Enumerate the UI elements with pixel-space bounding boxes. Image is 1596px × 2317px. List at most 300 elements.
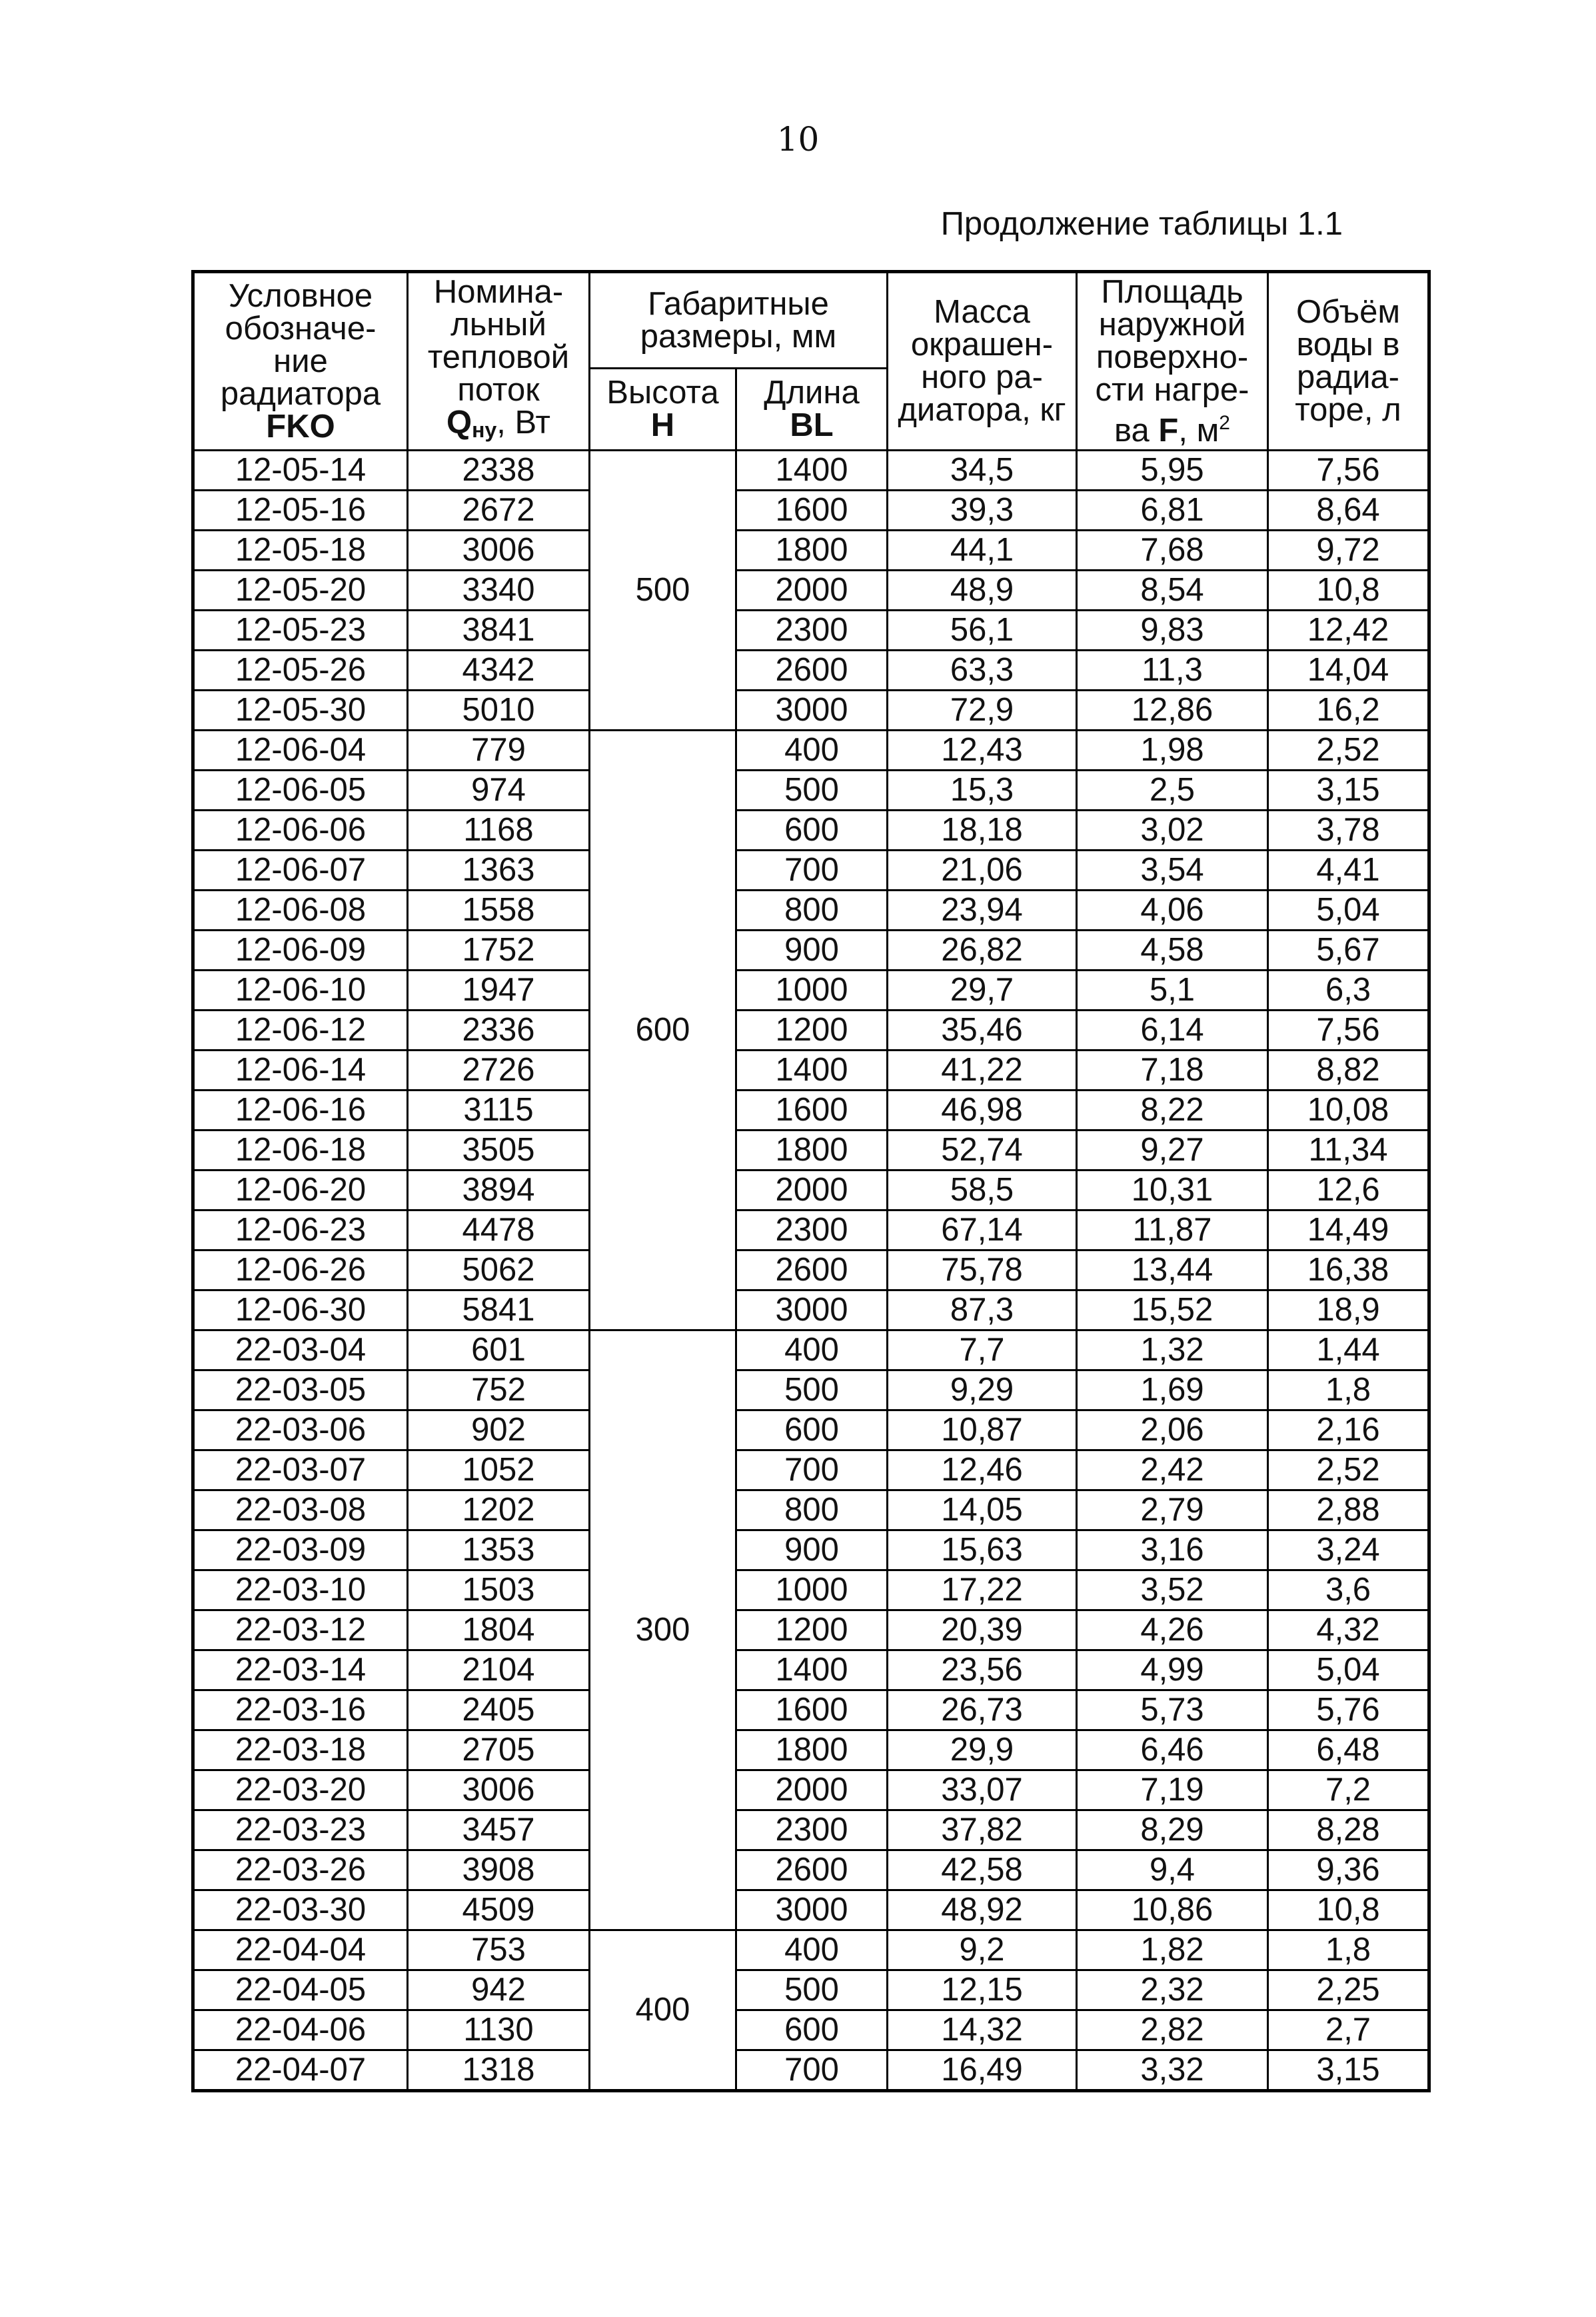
volume-cell: 3,78 — [1268, 811, 1429, 851]
area-cell: 1,82 — [1077, 1930, 1268, 1970]
mass-cell: 56,1 — [888, 611, 1077, 651]
table-row — [193, 1730, 1429, 1770]
volume-cell: 12,6 — [1268, 1170, 1429, 1210]
mass-cell: 26,82 — [888, 931, 1077, 971]
table-row — [193, 1970, 1429, 2010]
area-cell: 12,86 — [1077, 691, 1268, 731]
designation-cell: 22-03-12 — [193, 1610, 408, 1650]
table-row — [193, 691, 1429, 731]
volume-cell: 16,2 — [1268, 691, 1429, 731]
volume-cell: 2,16 — [1268, 1410, 1429, 1450]
volume-cell: 14,49 — [1268, 1210, 1429, 1250]
table-row — [193, 1890, 1429, 1930]
heat-flow-cell: 3006 — [408, 1770, 590, 1810]
length-cell: 500 — [736, 1970, 888, 2010]
heat-flow-cell: 4342 — [408, 651, 590, 691]
area-cell: 5,73 — [1077, 1690, 1268, 1730]
area-cell: 8,54 — [1077, 571, 1268, 611]
heat-flow-cell: 2405 — [408, 1690, 590, 1730]
table-row — [193, 1091, 1429, 1131]
designation-cell: 12-05-20 — [193, 571, 408, 611]
volume-cell: 4,41 — [1268, 851, 1429, 891]
table-row — [193, 1131, 1429, 1170]
length-cell: 600 — [736, 811, 888, 851]
length-cell: 900 — [736, 931, 888, 971]
designation-cell: 22-03-30 — [193, 1890, 408, 1930]
table-row — [193, 451, 1429, 491]
area-cell: 3,52 — [1077, 1570, 1268, 1610]
table-row — [193, 1210, 1429, 1250]
volume-cell: 1,44 — [1268, 1330, 1429, 1370]
volume-cell: 7,2 — [1268, 1770, 1429, 1810]
designation-cell: 22-03-09 — [193, 1530, 408, 1570]
heat-flow-cell: 1752 — [408, 931, 590, 971]
mass-cell: 9,29 — [888, 1370, 1077, 1410]
table-row — [193, 851, 1429, 891]
mass-cell: 12,46 — [888, 1450, 1077, 1490]
length-cell: 1800 — [736, 531, 888, 571]
heat-flow-cell: 1363 — [408, 851, 590, 891]
length-cell: 600 — [736, 2010, 888, 2050]
table-header — [193, 272, 1429, 451]
length-cell: 1400 — [736, 1051, 888, 1091]
mass-cell: 23,56 — [888, 1650, 1077, 1690]
area-cell: 9,4 — [1077, 1850, 1268, 1890]
mass-cell: 42,58 — [888, 1850, 1077, 1890]
length-cell: 1400 — [736, 1650, 888, 1690]
area-cell: 3,32 — [1077, 2050, 1268, 2091]
area-cell: 6,46 — [1077, 1730, 1268, 1770]
heat-flow-cell: 1168 — [408, 811, 590, 851]
designation-cell: 12-06-06 — [193, 811, 408, 851]
volume-cell: 8,64 — [1268, 491, 1429, 531]
area-cell: 3,54 — [1077, 851, 1268, 891]
mass-cell: 7,7 — [888, 1330, 1077, 1370]
heat-flow-cell: 752 — [408, 1370, 590, 1410]
length-cell: 400 — [736, 1330, 888, 1370]
designation-cell: 22-03-10 — [193, 1570, 408, 1610]
heat-flow-cell: 5062 — [408, 1250, 590, 1290]
mass-cell: 39,3 — [888, 491, 1077, 531]
header-heat-flow: Номина- льный тепловой поток Qну, Вт — [408, 272, 590, 451]
designation-cell: 22-03-18 — [193, 1730, 408, 1770]
table-row — [193, 1530, 1429, 1570]
volume-cell: 7,56 — [1268, 1011, 1429, 1051]
designation-cell: 12-05-16 — [193, 491, 408, 531]
heat-flow-cell: 2104 — [408, 1650, 590, 1690]
area-cell: 11,3 — [1077, 651, 1268, 691]
mass-cell: 35,46 — [888, 1011, 1077, 1051]
area-cell: 3,16 — [1077, 1530, 1268, 1570]
mass-cell: 72,9 — [888, 691, 1077, 731]
volume-cell: 8,28 — [1268, 1810, 1429, 1850]
heat-flow-cell: 2338 — [408, 451, 590, 491]
length-cell: 3000 — [736, 691, 888, 731]
area-cell: 1,32 — [1077, 1330, 1268, 1370]
designation-cell: 22-04-06 — [193, 2010, 408, 2050]
volume-cell: 2,7 — [1268, 2010, 1429, 2050]
area-cell: 7,18 — [1077, 1051, 1268, 1091]
mass-cell: 14,05 — [888, 1490, 1077, 1530]
header-water-volume: Объём воды в радиа- торе, л — [1268, 272, 1429, 451]
mass-cell: 21,06 — [888, 851, 1077, 891]
volume-cell: 1,8 — [1268, 1370, 1429, 1410]
designation-cell: 12-05-14 — [193, 451, 408, 491]
heat-flow-cell: 5010 — [408, 691, 590, 731]
volume-cell: 14,04 — [1268, 651, 1429, 691]
table-row — [193, 1570, 1429, 1610]
length-cell: 700 — [736, 851, 888, 891]
length-cell: 500 — [736, 771, 888, 811]
designation-cell: 12-06-09 — [193, 931, 408, 971]
heat-flow-cell: 1202 — [408, 1490, 590, 1530]
mass-cell: 48,92 — [888, 1890, 1077, 1930]
heat-flow-cell: 4478 — [408, 1210, 590, 1250]
designation-cell: 12-06-10 — [193, 971, 408, 1011]
heat-flow-cell: 2726 — [408, 1051, 590, 1091]
area-cell: 10,31 — [1077, 1170, 1268, 1210]
table-row — [193, 1610, 1429, 1650]
mass-cell: 48,9 — [888, 571, 1077, 611]
volume-cell: 10,8 — [1268, 571, 1429, 611]
designation-cell: 12-06-30 — [193, 1290, 408, 1330]
table-row — [193, 731, 1429, 771]
designation-cell: 12-06-05 — [193, 771, 408, 811]
length-cell: 800 — [736, 1490, 888, 1530]
designation-cell: 22-03-14 — [193, 1650, 408, 1690]
volume-cell: 11,34 — [1268, 1131, 1429, 1170]
mass-cell: 15,63 — [888, 1530, 1077, 1570]
designation-cell: 12-06-14 — [193, 1051, 408, 1091]
table-row — [193, 1930, 1429, 1970]
designation-cell: 22-03-23 — [193, 1810, 408, 1850]
area-cell: 2,79 — [1077, 1490, 1268, 1530]
length-cell: 800 — [736, 891, 888, 931]
area-cell: 2,82 — [1077, 2010, 1268, 2050]
area-cell: 1,98 — [1077, 731, 1268, 771]
volume-cell: 6,3 — [1268, 971, 1429, 1011]
table-row — [193, 771, 1429, 811]
area-cell: 4,99 — [1077, 1650, 1268, 1690]
volume-cell: 16,38 — [1268, 1250, 1429, 1290]
height-cell: 300 — [590, 1330, 736, 1930]
mass-cell: 46,98 — [888, 1091, 1077, 1131]
radiator-table — [191, 270, 1431, 2092]
designation-cell: 12-06-20 — [193, 1170, 408, 1210]
table-row — [193, 1250, 1429, 1290]
volume-cell: 2,88 — [1268, 1490, 1429, 1530]
header-surface-area: Площадь наружной поверхно- сти нагре- ва F, $м^2$ — [1077, 272, 1268, 451]
designation-cell: 22-03-20 — [193, 1770, 408, 1810]
heat-flow-cell: 3841 — [408, 611, 590, 651]
mass-cell: 41,22 — [888, 1051, 1077, 1091]
length-cell: 400 — [736, 1930, 888, 1970]
volume-cell: 3,24 — [1268, 1530, 1429, 1570]
heat-flow-cell: 942 — [408, 1970, 590, 2010]
volume-cell: 6,48 — [1268, 1730, 1429, 1770]
volume-cell: 4,32 — [1268, 1610, 1429, 1650]
area-cell: 2,5 — [1077, 771, 1268, 811]
table-row — [193, 2050, 1429, 2091]
table-row — [193, 891, 1429, 931]
area-cell: 4,06 — [1077, 891, 1268, 931]
volume-cell: 3,15 — [1268, 771, 1429, 811]
table-row — [193, 1810, 1429, 1850]
heat-flow-cell: 753 — [408, 1930, 590, 1970]
area-cell: 6,14 — [1077, 1011, 1268, 1051]
mass-cell: 12,15 — [888, 1970, 1077, 2010]
height-cell: 500 — [590, 451, 736, 731]
mass-cell: 34,5 — [888, 451, 1077, 491]
length-cell: 2300 — [736, 1210, 888, 1250]
length-cell: 1800 — [736, 1131, 888, 1170]
heat-flow-cell: 3340 — [408, 571, 590, 611]
area-cell: 4,26 — [1077, 1610, 1268, 1650]
height-cell: 600 — [590, 731, 736, 1330]
area-cell: 9,83 — [1077, 611, 1268, 651]
mass-cell: 58,5 — [888, 1170, 1077, 1210]
length-cell: 1200 — [736, 1610, 888, 1650]
length-cell: 3000 — [736, 1890, 888, 1930]
heat-flow-cell: 779 — [408, 731, 590, 771]
designation-cell: 12-05-18 — [193, 531, 408, 571]
table-row — [193, 571, 1429, 611]
length-cell: 1600 — [736, 1690, 888, 1730]
header-length: Длина BL — [736, 369, 888, 451]
area-cell: 2,06 — [1077, 1410, 1268, 1450]
heat-flow-cell: 902 — [408, 1410, 590, 1450]
heat-flow-cell: 3457 — [408, 1810, 590, 1850]
length-cell: 2600 — [736, 651, 888, 691]
volume-cell: 2,52 — [1268, 731, 1429, 771]
heat-flow-cell: 2705 — [408, 1730, 590, 1770]
designation-cell: 12-06-04 — [193, 731, 408, 771]
designation-cell: 22-03-08 — [193, 1490, 408, 1530]
table-row — [193, 531, 1429, 571]
length-cell: 500 — [736, 1370, 888, 1410]
volume-cell: 7,56 — [1268, 451, 1429, 491]
designation-cell: 12-06-16 — [193, 1091, 408, 1131]
mass-cell: 9,2 — [888, 1930, 1077, 1970]
area-cell: 4,58 — [1077, 931, 1268, 971]
area-cell: 7,68 — [1077, 531, 1268, 571]
table-row — [193, 1490, 1429, 1530]
mass-cell: 10,87 — [888, 1410, 1077, 1450]
heat-flow-cell: 974 — [408, 771, 590, 811]
heat-flow-cell: 1503 — [408, 1570, 590, 1610]
heat-flow-cell: 3505 — [408, 1131, 590, 1170]
heat-flow-cell: 1052 — [408, 1450, 590, 1490]
header-dimensions: Габаритные размеры, мм — [590, 272, 888, 369]
heat-flow-cell: 1558 — [408, 891, 590, 931]
volume-cell: 2,25 — [1268, 1970, 1429, 2010]
page-number: 10 — [776, 120, 820, 159]
heat-flow-cell: 2672 — [408, 491, 590, 531]
designation-cell: 22-04-05 — [193, 1970, 408, 2010]
mass-cell: 63,3 — [888, 651, 1077, 691]
table-row — [193, 1290, 1429, 1330]
mass-cell: 17,22 — [888, 1570, 1077, 1610]
length-cell: 900 — [736, 1530, 888, 1570]
table-body — [193, 451, 1429, 2091]
table-row — [193, 1850, 1429, 1890]
volume-cell: 12,42 — [1268, 611, 1429, 651]
designation-cell: 12-06-18 — [193, 1131, 408, 1170]
heat-flow-cell: 1353 — [408, 1530, 590, 1570]
volume-cell: 5,76 — [1268, 1690, 1429, 1730]
heat-flow-cell: 1318 — [408, 2050, 590, 2091]
designation-cell: 12-06-23 — [193, 1210, 408, 1250]
area-cell: 1,69 — [1077, 1370, 1268, 1410]
table-row — [193, 811, 1429, 851]
mass-cell: 44,1 — [888, 531, 1077, 571]
length-cell: 2000 — [736, 571, 888, 611]
area-cell: 3,02 — [1077, 811, 1268, 851]
table-row — [193, 1330, 1429, 1370]
length-cell: 1600 — [736, 1091, 888, 1131]
area-cell: 13,44 — [1077, 1250, 1268, 1290]
area-cell: 9,27 — [1077, 1131, 1268, 1170]
designation-cell: 12-06-07 — [193, 851, 408, 891]
volume-cell: 5,04 — [1268, 1650, 1429, 1690]
area-cell: 11,87 — [1077, 1210, 1268, 1250]
mass-cell: 29,9 — [888, 1730, 1077, 1770]
table-row — [193, 1410, 1429, 1450]
length-cell: 2300 — [736, 1810, 888, 1850]
designation-cell: 22-03-05 — [193, 1370, 408, 1410]
volume-cell: 10,08 — [1268, 1091, 1429, 1131]
area-cell: 2,32 — [1077, 1970, 1268, 2010]
length-cell: 700 — [736, 1450, 888, 1490]
heat-flow-cell: 2336 — [408, 1011, 590, 1051]
heat-flow-cell: 4509 — [408, 1890, 590, 1930]
height-cell: 400 — [590, 1930, 736, 2091]
table-row — [193, 1650, 1429, 1690]
mass-cell: 67,14 — [888, 1210, 1077, 1250]
mass-cell: 23,94 — [888, 891, 1077, 931]
heat-flow-cell: 3908 — [408, 1850, 590, 1890]
length-cell: 1200 — [736, 1011, 888, 1051]
volume-cell: 1,8 — [1268, 1930, 1429, 1970]
mass-cell: 18,18 — [888, 811, 1077, 851]
table-row — [193, 611, 1429, 651]
table-row — [193, 2010, 1429, 2050]
designation-cell: 12-05-23 — [193, 611, 408, 651]
length-cell: 3000 — [736, 1290, 888, 1330]
length-cell: 1400 — [736, 451, 888, 491]
length-cell: 2000 — [736, 1770, 888, 1810]
volume-cell: 5,67 — [1268, 931, 1429, 971]
volume-cell: 2,52 — [1268, 1450, 1429, 1490]
designation-cell: 22-03-06 — [193, 1410, 408, 1450]
volume-cell: 18,9 — [1268, 1290, 1429, 1330]
header-height: Высота H — [590, 369, 736, 451]
table-row — [193, 1450, 1429, 1490]
heat-flow-cell: 1947 — [408, 971, 590, 1011]
designation-cell: 22-03-26 — [193, 1850, 408, 1890]
area-cell: 10,86 — [1077, 1890, 1268, 1930]
area-cell: 5,1 — [1077, 971, 1268, 1011]
mass-cell: 75,78 — [888, 1250, 1077, 1290]
volume-cell: 9,72 — [1268, 531, 1429, 571]
mass-cell: 20,39 — [888, 1610, 1077, 1650]
length-cell: 600 — [736, 1410, 888, 1450]
designation-cell: 12-06-08 — [193, 891, 408, 931]
heat-flow-cell: 1804 — [408, 1610, 590, 1650]
designation-cell: 22-03-16 — [193, 1690, 408, 1730]
volume-cell: 5,04 — [1268, 891, 1429, 931]
table-row — [193, 1370, 1429, 1410]
length-cell: 1000 — [736, 971, 888, 1011]
length-cell: 2300 — [736, 611, 888, 651]
designation-cell: 12-05-30 — [193, 691, 408, 731]
length-cell: 1000 — [736, 1570, 888, 1610]
heat-flow-cell: 5841 — [408, 1290, 590, 1330]
table-row — [193, 1011, 1429, 1051]
designation-cell: 22-04-04 — [193, 1930, 408, 1970]
table-row — [193, 651, 1429, 691]
length-cell: 1800 — [736, 1730, 888, 1770]
area-cell: 8,22 — [1077, 1091, 1268, 1131]
length-cell: 2600 — [736, 1850, 888, 1890]
table-row — [193, 1770, 1429, 1810]
header-designation: Условное обозначе- ние радиатора FKO — [193, 272, 408, 451]
area-cell: 15,52 — [1077, 1290, 1268, 1330]
designation-cell: 12-06-26 — [193, 1250, 408, 1290]
heat-flow-cell: 601 — [408, 1330, 590, 1370]
table-row — [193, 931, 1429, 971]
header-mass: Масса окрашен- ного ра- диатора, кг — [888, 272, 1077, 451]
table-row — [193, 491, 1429, 531]
mass-cell: 26,73 — [888, 1690, 1077, 1730]
table-caption: Продолжение таблицы 1.1 — [940, 206, 1343, 242]
table-row — [193, 1170, 1429, 1210]
designation-cell: 22-03-04 — [193, 1330, 408, 1370]
length-cell: 2600 — [736, 1250, 888, 1290]
table-row — [193, 971, 1429, 1011]
area-cell: 8,29 — [1077, 1810, 1268, 1850]
heat-flow-cell: 1130 — [408, 2010, 590, 2050]
mass-cell: 29,7 — [888, 971, 1077, 1011]
length-cell: 400 — [736, 731, 888, 771]
heat-flow-cell: 3006 — [408, 531, 590, 571]
volume-cell: 10,8 — [1268, 1890, 1429, 1930]
length-cell: 2000 — [736, 1170, 888, 1210]
table-row — [193, 1051, 1429, 1091]
area-cell: 5,95 — [1077, 451, 1268, 491]
mass-cell: 52,74 — [888, 1131, 1077, 1170]
volume-cell: 3,6 — [1268, 1570, 1429, 1610]
area-cell: 6,81 — [1077, 491, 1268, 531]
designation-cell: 12-05-26 — [193, 651, 408, 691]
mass-cell: 16,49 — [888, 2050, 1077, 2091]
heat-flow-cell: 3894 — [408, 1170, 590, 1210]
volume-cell: 3,15 — [1268, 2050, 1429, 2091]
length-cell: 1600 — [736, 491, 888, 531]
mass-cell: 12,43 — [888, 731, 1077, 771]
area-cell: 7,19 — [1077, 1770, 1268, 1810]
designation-cell: 22-04-07 — [193, 2050, 408, 2091]
area-cell: 2,42 — [1077, 1450, 1268, 1490]
designation-cell: 22-03-07 — [193, 1450, 408, 1490]
mass-cell: 33,07 — [888, 1770, 1077, 1810]
volume-cell: 9,36 — [1268, 1850, 1429, 1890]
mass-cell: 15,3 — [888, 771, 1077, 811]
heat-flow-cell: 3115 — [408, 1091, 590, 1131]
mass-cell: 37,82 — [888, 1810, 1077, 1850]
designation-cell: 12-06-12 — [193, 1011, 408, 1051]
table-row — [193, 1690, 1429, 1730]
